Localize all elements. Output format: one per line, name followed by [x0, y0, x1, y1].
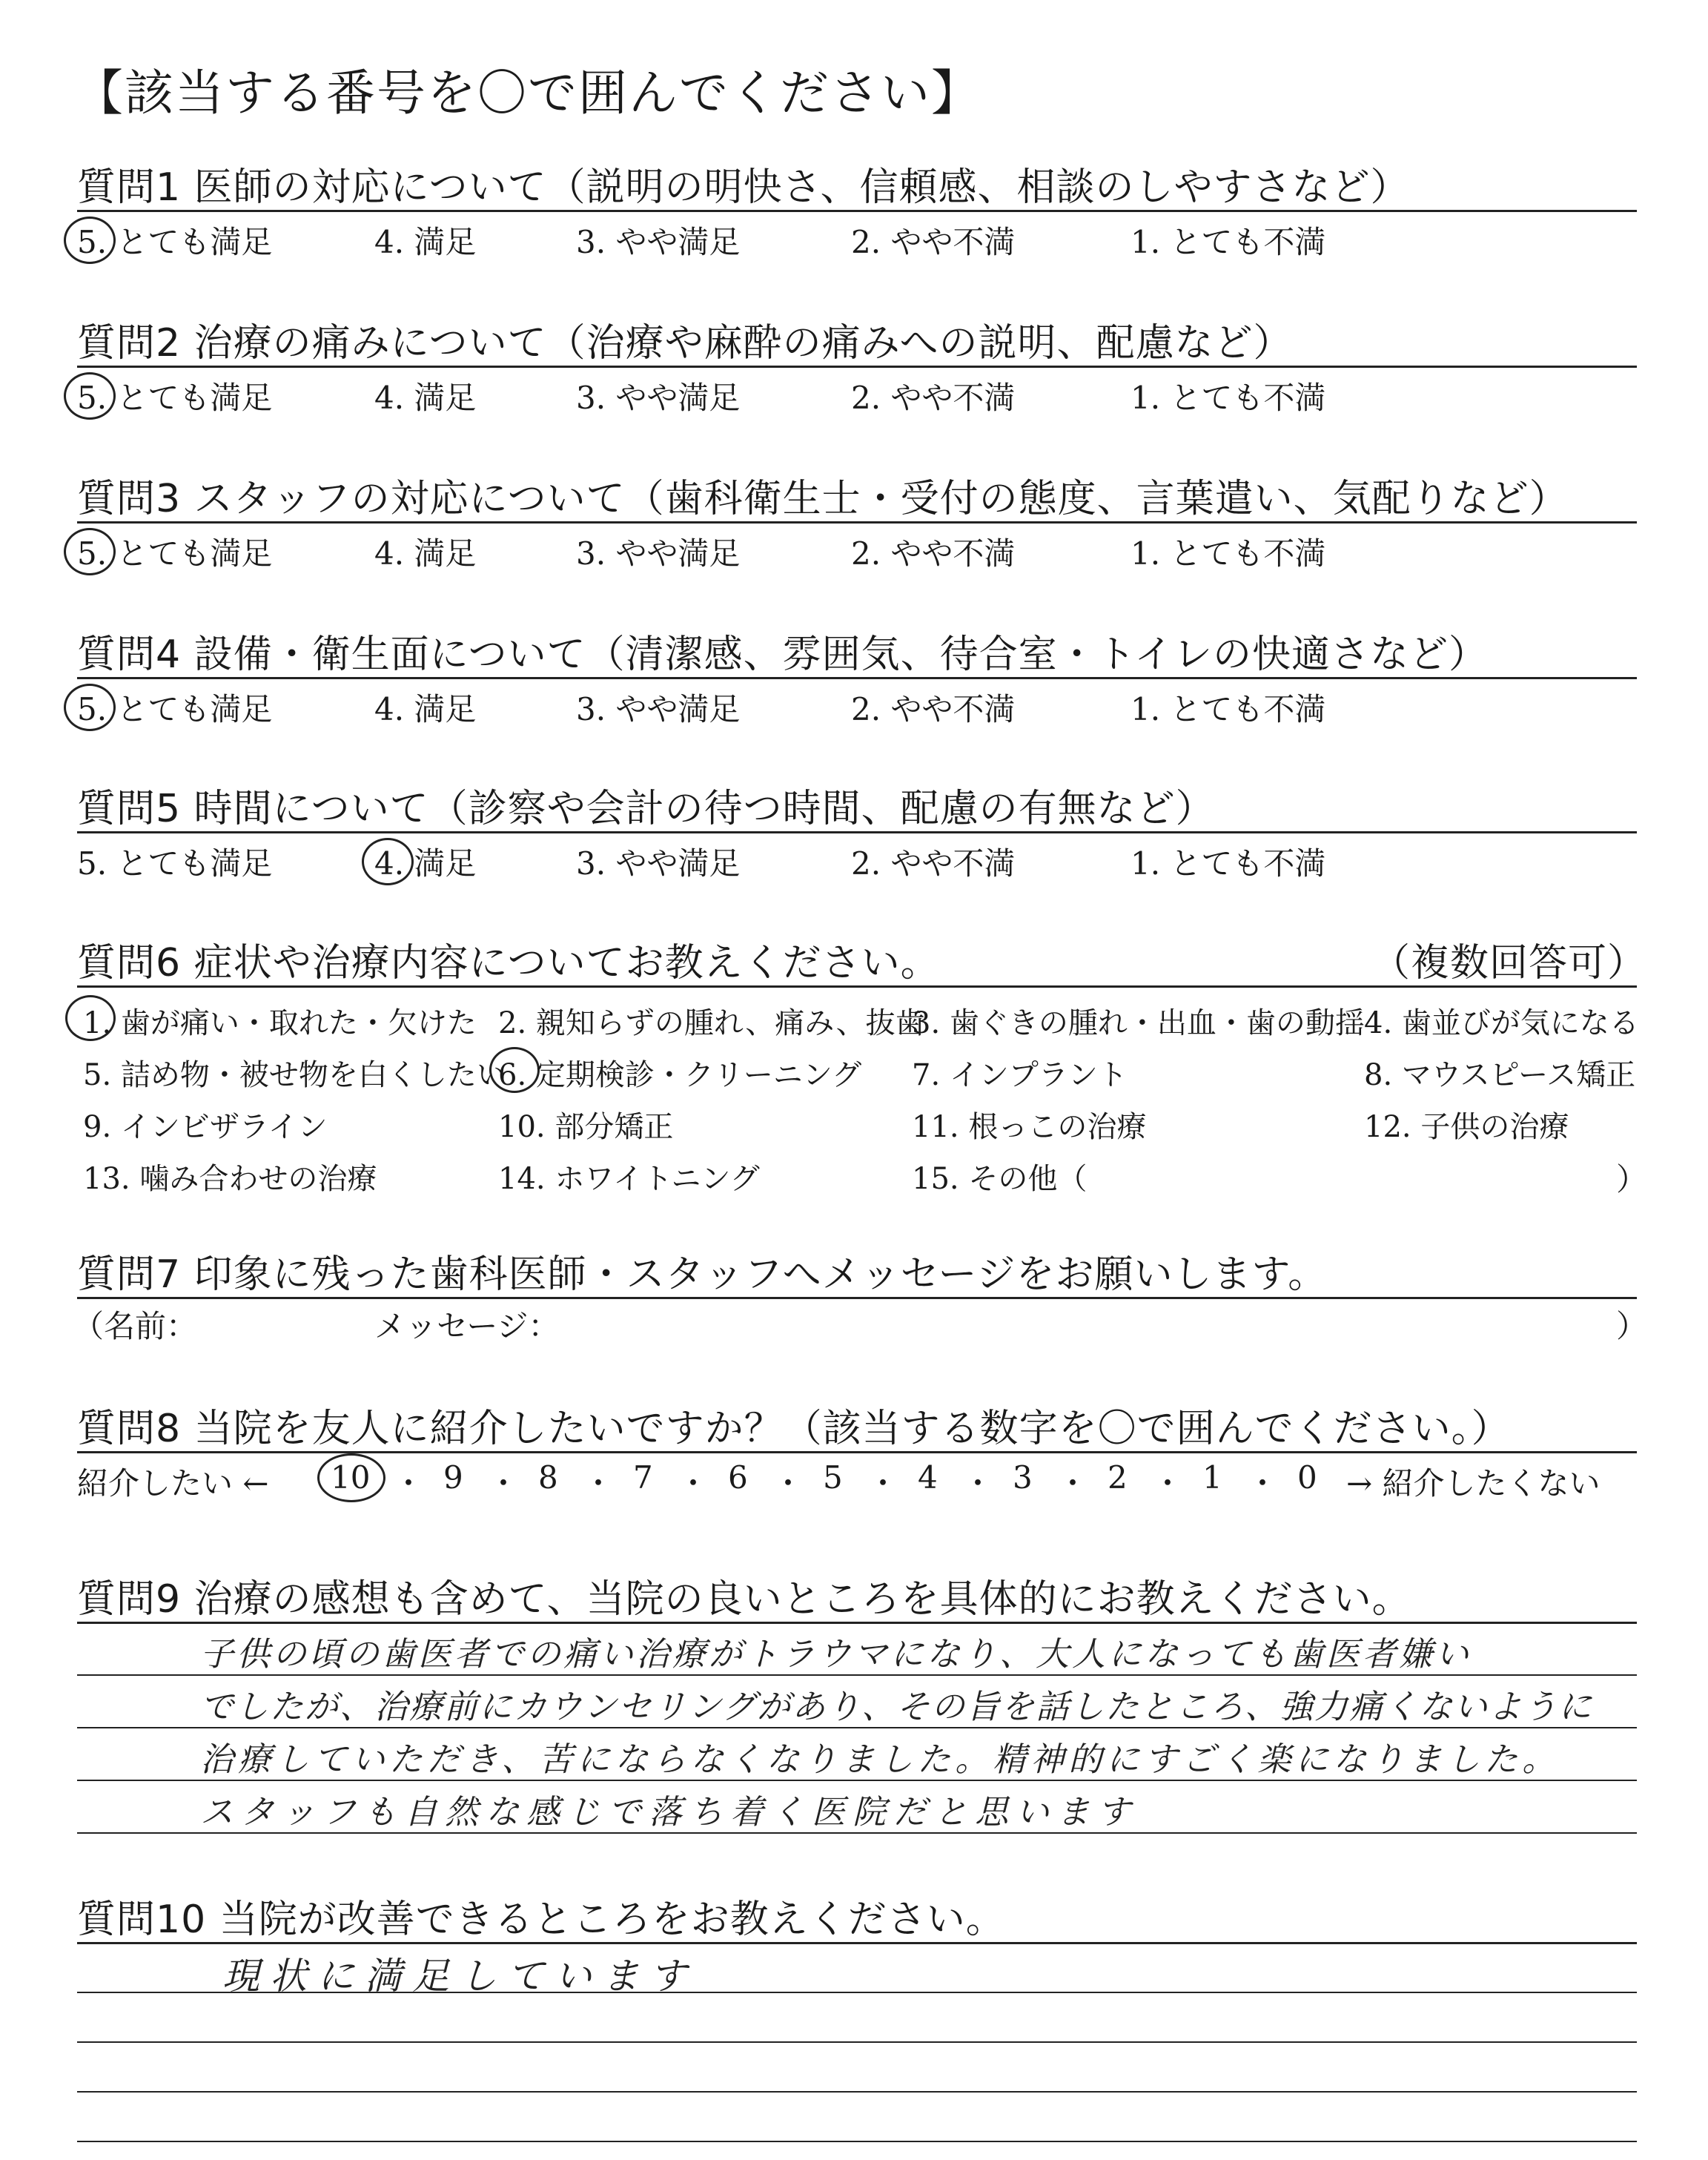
symptom-option-10[interactable]: 10. 部分矯正 — [498, 1110, 674, 1144]
scale-separator: ・ — [867, 1465, 899, 1502]
question-1-heading: 質問1 医師の対応について（説明の明快さ、信頼感、相談のしやすさなど） — [77, 165, 1410, 210]
handwritten-answer-line: スタッフも自然な感じで落ち着く医院だと思います — [200, 1792, 1139, 1832]
symptom-option-13[interactable]: 13. 噛み合わせの治療 — [83, 1162, 377, 1196]
handwritten-answer-line: 治療していただき、苦にならなくなりました。精神的にすごく楽になりました。 — [200, 1740, 1560, 1779]
question-10-heading: 質問10 当院が改善できるところをお教えください。 — [77, 1898, 1005, 1942]
divider — [77, 985, 1637, 988]
symptom-option-2[interactable]: 2. 親知らずの腫れ、痛み、抜歯 — [498, 1006, 925, 1040]
symptom-option-14[interactable]: 14. ホワイトニング — [498, 1162, 760, 1196]
answer-line — [77, 1942, 1637, 1944]
scale-5[interactable]: 5 — [823, 1459, 843, 1496]
answer-line — [77, 2041, 1637, 2043]
scale-7[interactable]: 7 — [633, 1459, 653, 1496]
handwritten-answer-line: 現状に満足しています — [222, 1955, 697, 1998]
symptom-option-9[interactable]: 9. インビザライン — [83, 1110, 328, 1144]
scale-3[interactable]: 3 — [1013, 1459, 1033, 1496]
question-9-heading: 質問9 治療の感想も含めて、当院の良いところを具体的にお教えください。 — [77, 1577, 1411, 1622]
q5-option-1[interactable]: 1. とても不満 — [1131, 845, 1326, 882]
q1-option-5[interactable]: 5. とても満足 — [77, 224, 273, 260]
q4-option-1[interactable]: 1. とても不満 — [1131, 691, 1326, 727]
q5-option-2[interactable]: 2. やや不満 — [851, 845, 1016, 882]
symptom-option-8[interactable]: 8. マウスピース矯正 — [1364, 1058, 1636, 1092]
recommend-right-label: → 紹介したくない — [1346, 1465, 1601, 1502]
divider — [77, 521, 1637, 524]
q2-option-1[interactable]: 1. とても不満 — [1131, 380, 1326, 416]
divider — [77, 831, 1637, 833]
name-label: （名前： — [73, 1308, 198, 1344]
scale-separator: ・ — [583, 1465, 615, 1502]
q1-option-1[interactable]: 1. とても不満 — [1131, 224, 1326, 260]
scale-separator: ・ — [393, 1465, 425, 1502]
q4-option-4[interactable]: 4. 満足 — [374, 691, 477, 727]
question-4-heading: 質問4 設備・衛生面について（清潔感、雰囲気、待合室・トイレの快適さなど） — [77, 633, 1488, 677]
form-title: 【該当する番号を〇で囲んでください】 — [74, 65, 982, 122]
symptom-option-4[interactable]: 4. 歯並びが気になる — [1364, 1006, 1639, 1040]
symptom-option-11[interactable]: 11. 根っこの治療 — [912, 1110, 1147, 1144]
q2-option-4[interactable]: 4. 満足 — [374, 380, 477, 416]
symptom-option-15[interactable]: 15. その他（ — [912, 1162, 1088, 1196]
scale-10[interactable]: 10 — [331, 1459, 371, 1496]
divider — [77, 366, 1637, 368]
q3-option-2[interactable]: 2. やや不満 — [851, 535, 1016, 572]
answer-line — [77, 2141, 1637, 2142]
scale-separator: ・ — [1152, 1465, 1184, 1502]
q2-option-5[interactable]: 5. とても満足 — [77, 380, 273, 416]
scale-separator: ・ — [488, 1465, 520, 1502]
divider — [77, 210, 1637, 212]
symptom-option-6[interactable]: 6. 定期検診・クリーニング — [498, 1058, 862, 1092]
message-close-paren: ） — [1616, 1308, 1648, 1344]
scale-separator: ・ — [1247, 1465, 1279, 1502]
scale-8[interactable]: 8 — [538, 1459, 558, 1496]
scale-2[interactable]: 2 — [1108, 1459, 1128, 1496]
answer-line — [77, 1622, 1637, 1624]
divider — [77, 1451, 1637, 1453]
multiple-answers-note: （複数回答可） — [1371, 941, 1647, 985]
scale-9[interactable]: 9 — [443, 1459, 463, 1496]
q5-option-4[interactable]: 4. 満足 — [374, 845, 477, 882]
q5-option-3[interactable]: 3. やや満足 — [576, 845, 741, 882]
question-2-heading: 質問2 治療の痛みについて（治療や麻酔の痛みへの説明、配慮など） — [77, 321, 1293, 366]
symptom-option-5[interactable]: 5. 詰め物・被せ物を白くしたい — [83, 1058, 506, 1092]
divider — [77, 1297, 1637, 1299]
recommend-left-label: 紹介したい ← — [77, 1465, 269, 1502]
divider — [77, 677, 1637, 679]
q1-option-2[interactable]: 2. やや不満 — [851, 224, 1016, 260]
scale-1[interactable]: 1 — [1202, 1459, 1222, 1496]
q2-option-3[interactable]: 3. やや満足 — [576, 380, 741, 416]
question-8-heading: 質問8 当院を友人に紹介したいですか？（該当する数字を〇で囲んでください。） — [77, 1407, 1511, 1451]
scale-separator: ・ — [1057, 1465, 1089, 1502]
handwritten-answer-line: 子供の頃の歯医者での痛い治療がトラウマになり、大人になっても歯医者嫌い — [200, 1634, 1472, 1674]
scale-0[interactable]: 0 — [1297, 1459, 1317, 1496]
symptom-option-12[interactable]: 12. 子供の治療 — [1364, 1110, 1569, 1144]
answer-line — [77, 2091, 1637, 2093]
scale-6[interactable]: 6 — [728, 1459, 748, 1496]
q1-option-4[interactable]: 4. 満足 — [374, 224, 477, 260]
q4-option-2[interactable]: 2. やや不満 — [851, 691, 1016, 727]
message-label: メッセージ： — [374, 1308, 560, 1344]
q3-option-1[interactable]: 1. とても不満 — [1131, 535, 1326, 572]
symptom-option-1[interactable]: 1. 歯が痛い・取れた・欠けた — [83, 1006, 477, 1040]
question-6-heading: 質問6 症状や治療内容についてお教えください。 — [77, 941, 940, 985]
scale-separator: ・ — [962, 1465, 994, 1502]
q4-option-3[interactable]: 3. やや満足 — [576, 691, 741, 727]
symptom-option-3[interactable]: 3. 歯ぐきの腫れ・出血・歯の動揺 — [912, 1006, 1365, 1040]
other-close-paren: ） — [1616, 1161, 1648, 1198]
q3-option-4[interactable]: 4. 満足 — [374, 535, 477, 572]
q4-option-5[interactable]: 5. とても満足 — [77, 691, 273, 727]
scale-separator: ・ — [772, 1465, 804, 1502]
scale-separator: ・ — [678, 1465, 709, 1502]
question-5-heading: 質問5 時間について（診察や会計の待つ時間、配慮の有無など） — [77, 787, 1215, 831]
q1-option-3[interactable]: 3. やや満足 — [576, 224, 741, 260]
q3-option-3[interactable]: 3. やや満足 — [576, 535, 741, 572]
scale-4[interactable]: 4 — [918, 1459, 938, 1496]
q3-option-5[interactable]: 5. とても満足 — [77, 535, 273, 572]
question-3-heading: 質問3 スタッフの対応について（歯科衛生士・受付の態度、言葉遣い、気配りなど） — [77, 477, 1569, 521]
handwritten-answer-line: でしたが、治療前にカウンセリングがあり、その旨を話したところ、強力痛くないように — [200, 1687, 1594, 1726]
question-7-heading: 質問7 印象に残った歯科医師・スタッフへメッセージをお願いします。 — [77, 1252, 1328, 1297]
q2-option-2[interactable]: 2. やや不満 — [851, 380, 1016, 416]
symptom-option-7[interactable]: 7. インプラント — [912, 1058, 1128, 1092]
q5-option-5[interactable]: 5. とても満足 — [77, 845, 273, 882]
